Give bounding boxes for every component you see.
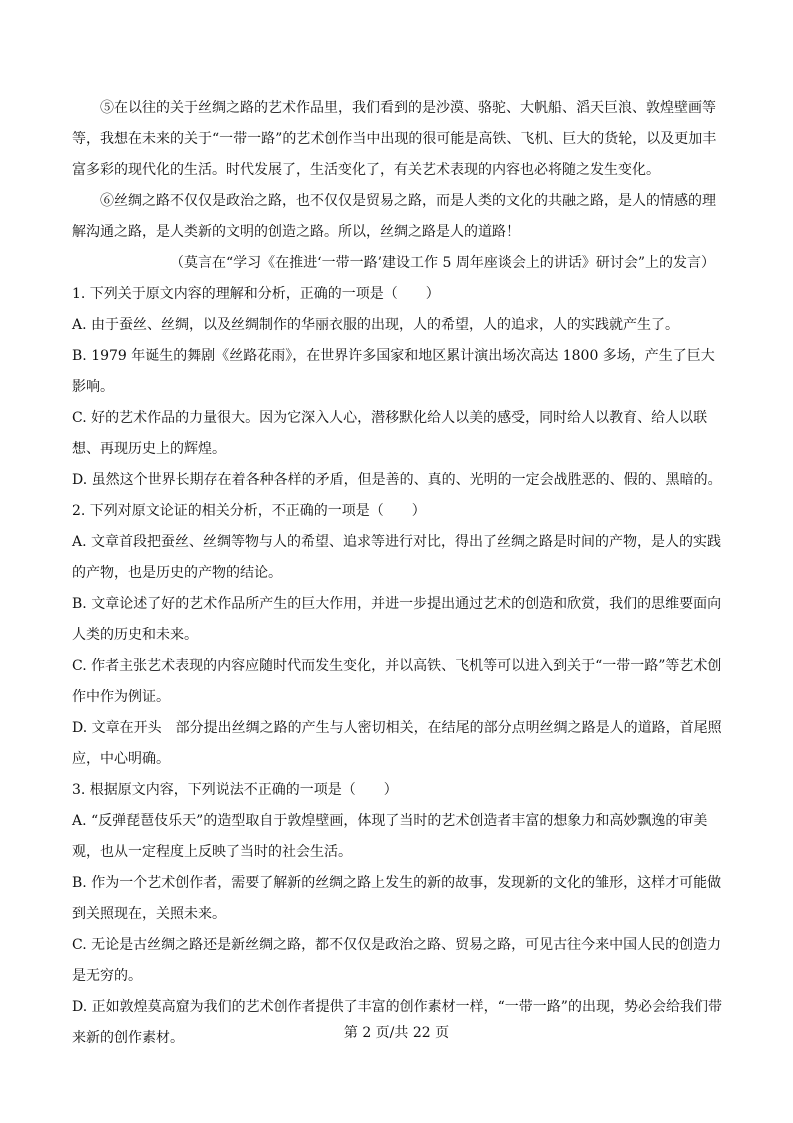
question-stem: 2. 下列对原文论证的相关分析，不正确的一项是（ ） <box>72 503 426 519</box>
option-b: B. 1979 年诞生的舞剧《丝路花雨》，在世界许多国家和地区累计演出场次高达 1800 多场，产生了巨大影响。 <box>72 348 715 395</box>
option-d: D. 文章在开头 部分提出丝绸之路的产生与人密切相关，在结尾的部分点明丝绸之路是人的道路，首尾照应，中心明确。 <box>72 720 722 767</box>
question-1 <box>72 279 724 496</box>
option-a: A. 文章首段把蚕丝、丝绸等物与人的希望、追求等进行对比，得出了丝绸之路是时间的产物，是人的实践的产物，也是历史的产物的结论。 <box>72 534 722 581</box>
page-number-footer: 第 2 页/共 22 页 <box>343 1025 450 1041</box>
option-d: D. 正如敦煌莫高窟为我们的艺术创作者提供了丰富的创作素材一样，“一带一路”的出现，势必会给我们带来新的创作素材。 <box>72 999 722 1046</box>
paragraph-5: ⑤在以往的关于丝绸之路的艺术作品里，我们看到的是沙漠、骆驼、大帆船、滔天巨浪、敦煌壁画等等，我想在未来的关于“一带一路”的艺术创作当中出现的很可能是高铁、飞机、巨大的货轮，以及更加丰富多彩的现代化的生活。时代发展了，生活变化了，有关艺术表现的内容也必将随之发生变化。 <box>72 100 717 178</box>
question-3 <box>72 775 724 1054</box>
paragraph-6: ⑥丝绸之路不仅仅是政治之路，也不仅仅是贸易之路，而是人类的文化的共融之路，是人的情感的理解沟通之路，是人类新的文明的创造之路。所以，丝绸之路是人的道路！ <box>72 193 716 240</box>
question-2 <box>72 496 724 775</box>
option-d: D. 虽然这个世界长期存在着各种各样的矛盾，但是善的、真的、光明的一定会战胜恶的、假的、黑暗的。 <box>72 472 722 488</box>
option-c: C. 无论是古丝绸之路还是新丝绸之路，都不仅仅是政治之路、贸易之路，可见古往今来中国人民的创造力是无穷的。 <box>72 937 722 984</box>
option-a: A. 由于蚕丝、丝绸，以及丝绸制作的华丽衣服的出现，人的希望，人的追求，人的实践就产生了。 <box>72 317 680 333</box>
question-stem: 1. 下列关于原文内容的理解和分析，正确的一项是（ ） <box>72 286 440 302</box>
option-b: B. 作为一个艺术创作者，需要了解新的丝绸之路上发生的新的故事，发现新的文化的雏形，这样才可能做到关照现在，关照未来。 <box>72 875 722 922</box>
option-c: C. 作者主张艺术表现的内容应随时代而发生变化，并以高铁、飞机等可以进入到关于“一带一路”等艺术创作中作为例证。 <box>72 658 722 705</box>
page-content <box>72 93 724 1054</box>
question-stem: 3. 根据原文内容，下列说法不正确的一项是（ ） <box>72 782 398 798</box>
option-c: C. 好的艺术作品的力量很大。因为它深入人心，潜移默化给人以美的感受，同时给人以教育、给人以联想、再现历史上的辉煌。 <box>72 410 708 457</box>
source-attribution: （莫言在“学习《在推进‘一带一路’建设工作 5 周年座谈会上的讲话》研讨会”上的发言） <box>170 255 716 271</box>
option-a: A. “反弹琵琶伎乐天”的造型取自于敦煌壁画，体现了当时的艺术创造者丰富的想象力和高妙飘逸的审美观，也从一定程度上反映了当时的社会生活。 <box>72 813 708 860</box>
option-b: B. 文章论述了好的艺术作品所产生的巨大作用，并进一步提出通过艺术的创造和欣赏，我们的思维要面向人类的历史和未来。 <box>72 596 722 643</box>
